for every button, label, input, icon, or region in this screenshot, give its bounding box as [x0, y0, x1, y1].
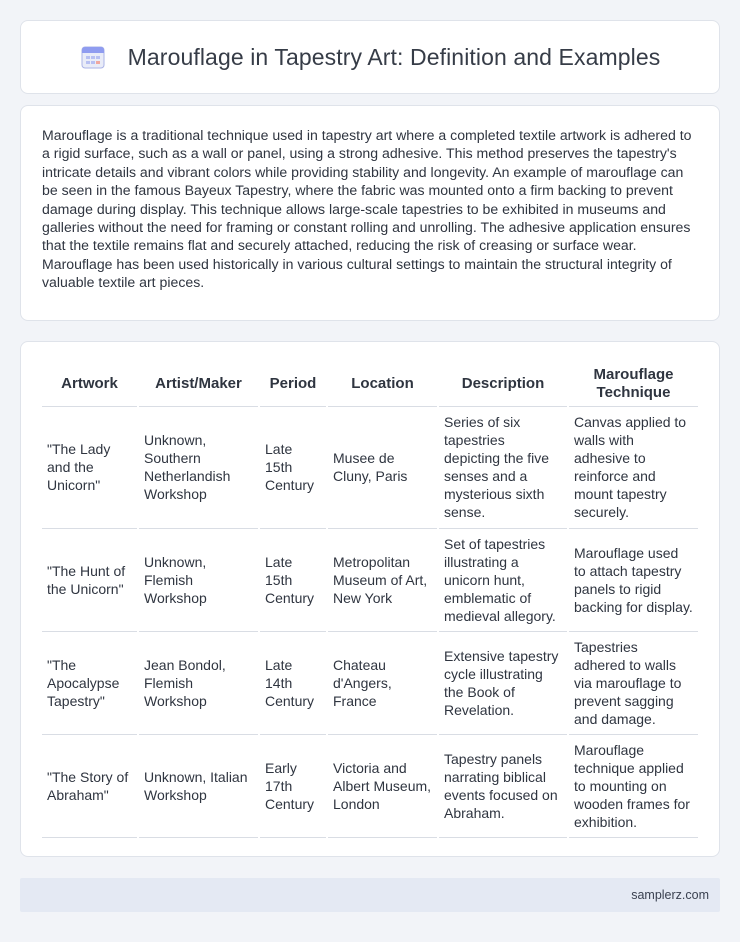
- description-cell: Tapestry panels narrating biblical events focused on Abraham.: [438, 734, 568, 837]
- column-header: Location: [327, 362, 438, 406]
- page-title: Marouflage in Tapestry Art: Definition and Examples: [127, 43, 661, 70]
- technique-cell: Marouflage used to attach tapestry panels to rigid backing for display.: [568, 528, 698, 631]
- header: [80, 44, 661, 71]
- technique-cell: Canvas applied to walls with adhesive to reinforce and mount tapestry securely.: [568, 406, 698, 528]
- period-cell: Early 17th Century: [259, 734, 327, 837]
- intro-paragraph: Marouflage is a traditional technique used in tapestry art where a completed textile artwork is adhered to a rigid surface, such as a wall or panel, using a strong adhesive. This method preserves the tapestry's intricate details and vibrant colors while providing stability and longevity. An example of marouflage can be seen in the famous Bayeux Tapestry, where the fabric was mounted onto a firm backing to prevent damage during display. This technique allows large-scale tapestries to be exhibited in museums and galleries without the need for framing or constant rolling and unrolling. The adhesive application ensures that the textile remains flat and securely attached, reducing the risk of creasing or surface wear. Marouflage has been used historically in various cultural settings to maintain the structural integrity of valuable textile art pieces.: [42, 127, 692, 291]
- location-cell: Metropolitan Museum of Art, New York: [327, 528, 438, 631]
- column-header: Marouflage Technique: [568, 362, 698, 406]
- artist-cell: Unknown, Flemish Workshop: [138, 528, 259, 631]
- period-cell: Late 15th Century: [259, 406, 327, 528]
- header-card: [20, 20, 720, 94]
- artist-cell: Unknown, Southern Netherlandish Workshop: [138, 406, 259, 528]
- location-cell: Musee de Cluny, Paris: [327, 406, 438, 528]
- description-cell: Set of tapestries illustrating a unicorn hunt, emblematic of medieval allegory.: [438, 528, 568, 631]
- artist-cell: Jean Bondol, Flemish Workshop: [138, 631, 259, 734]
- artist-cell: Unknown, Italian Workshop: [138, 734, 259, 837]
- period-cell: Late 15th Century: [259, 528, 327, 631]
- table-header-row: [42, 362, 698, 406]
- technique-cell: Marouflage technique applied to mounting on wooden frames for exhibition.: [568, 734, 698, 837]
- column-header: Artwork: [42, 362, 138, 406]
- artwork-cell: "The Hunt of the Unicorn": [42, 528, 138, 631]
- description-cell: Extensive tapestry cycle illustrating the Book of Revelation.: [438, 631, 568, 734]
- column-header: Period: [259, 362, 327, 406]
- examples-table: [42, 362, 698, 838]
- table-row: [42, 631, 698, 734]
- location-cell: Victoria and Albert Museum, London: [327, 734, 438, 837]
- footer-site-link[interactable]: samplerz.com: [631, 888, 709, 902]
- column-header: Description: [438, 362, 568, 406]
- period-cell: Late 14th Century: [259, 631, 327, 734]
- technique-cell: Tapestries adhered to walls via marouflage to prevent sagging and damage.: [568, 631, 698, 734]
- column-header: Artist/Maker: [138, 362, 259, 406]
- table-row: [42, 528, 698, 631]
- location-cell: Chateau d'Angers, France: [327, 631, 438, 734]
- table-row: [42, 734, 698, 837]
- table-row: [42, 406, 698, 528]
- intro-card: [20, 105, 720, 321]
- table-card: [20, 341, 720, 857]
- artwork-cell: "The Apocalypse Tapestry": [42, 631, 138, 734]
- calendar-icon: [80, 44, 106, 70]
- artwork-cell: "The Story of Abraham": [42, 734, 138, 837]
- description-cell: Series of six tapestries depicting the five senses and a mysterious sixth sense.: [438, 406, 568, 528]
- artwork-cell: "The Lady and the Unicorn": [42, 406, 138, 528]
- footer: [20, 878, 720, 912]
